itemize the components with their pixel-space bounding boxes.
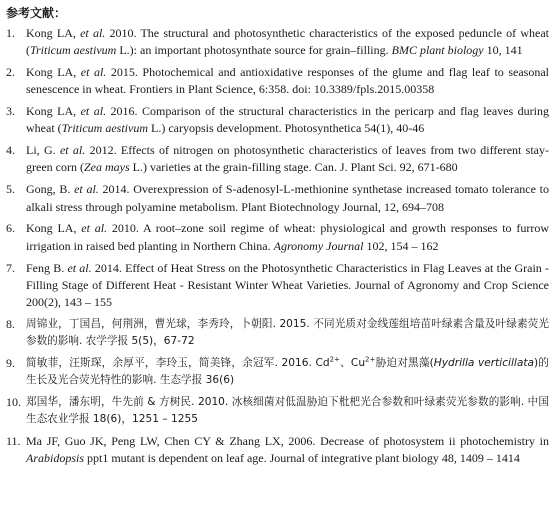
reference-text-segment: 2010. A root–zone soil regime of wheat: physiological and growth responses to furrow irrigation in raised bed planting in Northern China. [26, 221, 549, 253]
reference-text-segment: Ma JF, Guo JK, Peng LW, Chen CY & Zhang LX, 2006. Decrease of photosystem ii photochemistry in [26, 434, 549, 449]
reference-item [6, 260, 549, 312]
reference-number: 8. [6, 316, 15, 331]
reference-item [6, 64, 549, 98]
reference-item [6, 103, 549, 137]
reference-text-segment: Feng B. [26, 260, 68, 275]
reference-number: 6. [6, 221, 15, 236]
reference-text-segment: 胁迫对黑藻( [375, 356, 434, 369]
reference-text [26, 220, 549, 254]
reference-text-segment: 2015. Photochemical and antioxidative responses of the glume and flag leaf to seasonal senescence in wheat. Frontiers in Plant Science, 6:358. doi: 10.3389/fpls.2015.00358 [26, 65, 549, 97]
reference-text-segment: L.): an important photosynthate source for grain–filling. [116, 43, 392, 58]
reference-text-segment: 2+ [365, 355, 376, 364]
reference-italic-text: et al. [59, 143, 86, 158]
reference-text-segment: 简敏菲，汪斯琛，余厚平，李玲玉，简美锋，余冠军. 2016. Cd [26, 356, 330, 369]
reference-italic-text: et al. [80, 104, 107, 119]
reference-text-segment: 2+ [329, 355, 340, 364]
reference-italic-text: et al. [81, 221, 108, 236]
reference-text-segment: L.) caryopsis development. Photosynthetica 54(1), 40-46 [148, 121, 425, 136]
reference-italic-text: et al. [80, 65, 107, 80]
reference-text-segment: Li, G. [26, 143, 60, 158]
reference-number: 1. [6, 26, 15, 40]
reference-item [6, 316, 549, 350]
reference-item [6, 142, 549, 176]
reference-text [26, 25, 549, 59]
reference-text-segment: 102, 154 – 162 [363, 238, 439, 253]
reference-number: 10. [6, 395, 21, 410]
reference-text-segment: 2016. Comparison of the structural characteristics in the pericarp and flag leaves during wheat ( [26, 104, 550, 136]
reference-text [26, 103, 549, 137]
reference-text [26, 142, 549, 176]
reference-text-segment: 郑国华，潘东明，牛先前 & 方树民. 2010. 冰核细菌对低温胁迫下枇杷光合参数和叶绿素荧光参数的影响. 中国生态农业学报 18(6)，1251 – 1255 [26, 396, 549, 426]
reference-text-segment: Kong LA, [26, 221, 82, 236]
reference-text [26, 260, 549, 312]
reference-italic-text: Zea mays [83, 160, 130, 175]
reference-text-segment: 周锦业，丁国昌，何荆洲，曹光球，李秀玲，卜朝阳. 2015. 不同光质对金线莲组培苗叶绿素含量及叶绿素荧光参数的影响. 农学学报 5(5)，67-72 [26, 317, 549, 348]
reference-italic-text: Agronomy Journal [273, 238, 364, 253]
reference-text-segment: )的生长及光合荧光特性的影响. 生态学报 36(6) [26, 356, 549, 387]
references-heading: 参考文献： [6, 6, 67, 20]
reference-number: 7. [6, 260, 15, 275]
reference-item [6, 355, 549, 389]
reference-text [26, 394, 549, 428]
reference-number: 9. [6, 355, 15, 370]
reference-number: 4. [6, 143, 15, 158]
reference-item [6, 394, 549, 428]
reference-item [6, 25, 549, 59]
reference-text-segment: Kong LA, [26, 65, 81, 80]
reference-number: 11. [6, 434, 21, 449]
reference-text-segment: 2014. Overexpression of S-adenosyl-L-methionine synthetase increased tomato tolerance to alkali stress through polyamine metabolism. Plant Biotechnology Journal, 12, 694–708 [26, 182, 550, 214]
reference-text-segment: Kong LA, [26, 26, 81, 40]
reference-italic-text: Arabidopsis [26, 451, 85, 466]
reference-number: 5. [6, 182, 15, 197]
reference-italic-text: et al. [67, 260, 92, 275]
reference-text-segment: ppt1 mutant is dependent on leaf age. Journal of integrative plant biology 48, 1409 – 1414 [84, 451, 520, 466]
reference-italic-text: BMC plant biology [391, 43, 484, 58]
reference-text-segment: Gong, B. [26, 182, 75, 197]
reference-text-segment: L.) varieties at the grain-filling stage. Can. J. Plant Sci. 92, 671-680 [129, 160, 458, 175]
reference-item [6, 433, 549, 467]
reference-text-segment: Kong LA, [26, 104, 81, 119]
reference-text-segment: 2012. Effects of nitrogen on photosynthetic characteristics of leaves from two different stay-green corn ( [26, 143, 549, 175]
reference-text [26, 433, 549, 467]
reference-text-segment: 2014. Effect of Heat Stress on the Photosynthetic Characteristics in Flag Leaves at the Grain - Filling Stage of Different Heat - Resistant Winter Wheat Varieties. Journal of Agronomy and Crop Science 200(2), 143 – 155 [26, 260, 550, 309]
reference-text [26, 316, 549, 350]
reference-text [26, 355, 549, 389]
reference-number: 2. [6, 65, 15, 80]
reference-text-segment: 10, 141 [483, 43, 523, 58]
reference-item [6, 220, 549, 254]
reference-text [26, 181, 549, 215]
reference-item [6, 181, 549, 215]
reference-italic-text: et al. [80, 26, 106, 40]
reference-text-segment: 、Cu [339, 356, 366, 369]
reference-number: 3. [6, 104, 15, 119]
reference-text-segment: 2010. The structural and photosynthetic characteristics of the exposed peduncle of wheat ( [26, 26, 549, 58]
reference-italic-text: Triticum aestivum [30, 43, 117, 58]
reference-list [6, 25, 549, 468]
reference-italic-text: Hydrilla verticillata [433, 356, 535, 369]
reference-italic-text: et al. [74, 182, 99, 197]
reference-italic-text: Triticum aestivum [61, 121, 148, 136]
reference-text [26, 64, 549, 98]
